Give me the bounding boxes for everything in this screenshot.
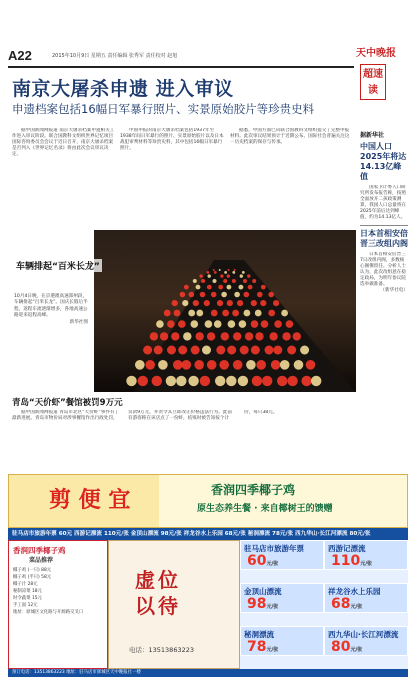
car-light — [201, 279, 205, 283]
car-light — [232, 271, 235, 274]
car-light — [227, 300, 233, 306]
travel-ad-cell — [240, 626, 324, 656]
ad-band — [8, 474, 408, 528]
car-light — [211, 292, 217, 298]
car-light — [217, 300, 223, 306]
car-light — [226, 376, 236, 386]
car-light — [246, 360, 256, 370]
car-light — [294, 360, 304, 370]
car-light — [207, 360, 217, 370]
travel-ad-price: 110元/张 — [331, 553, 373, 569]
lead-column-3 — [230, 128, 352, 224]
car-light — [271, 360, 281, 370]
vacant-ad-phone: 电话：13513863223 — [129, 646, 194, 654]
car-light — [227, 346, 236, 355]
car-light — [248, 285, 253, 290]
car-light — [273, 346, 282, 355]
menu-item: 手工面 12元 — [13, 603, 38, 608]
photo-headline-line1: 多地高速公路国庆假期 — [14, 247, 94, 256]
car-light — [287, 376, 297, 386]
car-light — [261, 285, 266, 290]
car-light — [218, 285, 223, 290]
travel-ad-name: 祥龙谷水上乐园 — [328, 587, 381, 596]
car-light — [182, 300, 188, 306]
car-light — [237, 300, 243, 306]
car-light — [180, 292, 186, 298]
car-light — [214, 271, 217, 274]
car-light — [233, 332, 241, 340]
travel-ad-price: 60元/张 — [247, 553, 279, 569]
edition-info: 2015年10月9日 星期五 责任编辑 张秀军 责任校对 赵旭 — [52, 53, 178, 59]
car-light — [274, 320, 282, 328]
car-light — [286, 320, 294, 328]
travel-ad-cell — [324, 583, 408, 613]
menu-item: 椰子鸡 (半只) 58元 — [13, 575, 52, 580]
car-light — [189, 292, 195, 298]
car-light — [158, 360, 168, 370]
travel-ad-unit: 元/张 — [350, 604, 363, 610]
photo-caption — [14, 294, 88, 326]
car-light — [245, 332, 253, 340]
car-light — [196, 310, 203, 317]
car-light — [240, 346, 249, 355]
car-light — [221, 292, 227, 298]
car-light — [199, 274, 202, 277]
car-light — [220, 274, 223, 277]
car-light — [156, 320, 164, 328]
car-light — [306, 360, 316, 370]
car-light — [202, 346, 211, 355]
car-light — [227, 285, 232, 290]
car-light — [191, 320, 199, 328]
car-light — [196, 332, 204, 340]
menu-item: 时令蔬菜 15元 — [13, 596, 42, 601]
car-light — [208, 274, 211, 277]
story2-text: 据中国新闻网报道 青岛市北区“天价虾”事件有了最新进展。青岛市物价局对涉事餐馆作出行政处罚，罚款9万元，并责令其立即改正价格违法行为。此前有游客称在该店点了一份虾，结账时被告知按个计价，每只38元。 — [12, 410, 278, 422]
travel-ad — [240, 540, 408, 669]
section-label: 超速读 — [360, 64, 386, 100]
car-light — [224, 271, 227, 274]
car-light — [228, 269, 230, 271]
car-light — [269, 332, 277, 340]
car-light — [152, 376, 162, 386]
coconut-ad-title: 香润四季椰子鸡 — [211, 483, 296, 497]
lead-text-3: 据悉，中国方面已向联合国教科文组织提交了完整申报材料。此次审议结果预计于近期公布。国际社会普遍关注这一历史档案的保存与传承。 — [230, 128, 350, 146]
sidebar-story1-title: 中国人口2025年将达14.13亿峰值 — [360, 142, 407, 181]
car-light — [244, 292, 250, 298]
sidebar-story1-text: 国家卫计委人口研究所发布报告称，按照全面放开二孩政策测算，我国人口总量将在2025年前后达到峰值，约为14.13亿人。 — [360, 185, 406, 221]
travel-ad-name: 西游记漂流 — [328, 544, 366, 553]
lead-text-1: 据中国新闻网报道 南京大屠杀档案申遗相关工作进入审议阶段。联合国教科文组织世界记忆项目国际咨询委员会会议于近日召开，南京大屠杀档案是否列入《世界记忆名录》将由此次会议审议决定。 — [12, 128, 115, 158]
car-light — [281, 310, 288, 317]
car-light — [233, 360, 243, 370]
car-light — [216, 346, 225, 355]
shop-ad-name: 剪 便 宜 — [49, 487, 131, 513]
travel-ad-price: 78元/张 — [247, 639, 279, 655]
car-light — [262, 376, 272, 386]
car-light — [188, 310, 195, 317]
car-light — [293, 332, 301, 340]
car-light — [301, 376, 311, 386]
travel-ad-cell — [240, 583, 324, 613]
car-light — [193, 300, 199, 306]
car-light — [160, 332, 168, 340]
car-light — [167, 346, 176, 355]
car-light — [247, 274, 250, 277]
car-light — [213, 279, 217, 283]
car-light — [167, 320, 175, 328]
car-light — [214, 320, 222, 328]
travel-ad-unit: 元/张 — [350, 647, 363, 653]
travel-ad-price: 98元/张 — [247, 596, 279, 612]
car-light — [204, 300, 210, 306]
story2-headline: 青岛“天价虾”餐馆被罚9万元 — [12, 398, 123, 408]
car-light — [145, 360, 155, 370]
sidebar-story2-text: 日本首相安倍晋三7日改组内阁，多数核心阁僚留任。分析人士认为，此次改组意在稳定政局，为明年参议院选举做准备。 — [360, 251, 406, 288]
car-light — [183, 332, 191, 340]
car-light — [164, 310, 171, 317]
newspaper-logo: 天中晚报 — [356, 48, 396, 59]
car-light — [232, 279, 236, 283]
sidebar-credit: （新华社电） — [380, 288, 408, 294]
car-light — [242, 271, 245, 274]
car-light — [200, 292, 206, 298]
menu-ad-subtitle: 菜品推荐 — [29, 557, 54, 564]
page-number: A22 — [8, 48, 32, 63]
car-light — [213, 269, 215, 271]
menu-item: 秘制凉菜 18元 — [13, 589, 42, 594]
travel-ad-cell — [324, 540, 408, 570]
header-rule — [8, 66, 354, 68]
vacant-ad — [108, 540, 240, 669]
travel-ad-name: 秘洞漂流 — [244, 630, 274, 639]
car-light — [178, 346, 187, 355]
car-light — [268, 310, 275, 317]
car-light — [273, 300, 279, 306]
car-light — [300, 346, 309, 355]
vacant-ad-text — [135, 567, 181, 619]
lead-text-2: 中国申报的南京大屠杀档案包括1937年至1938年间日军暴行的照片、实景原始胶片以及日本战犯审判材料等珍贵史料，其中包括16幅日军暴行照片。 — [120, 128, 224, 152]
car-light — [200, 376, 210, 386]
car-light — [173, 360, 183, 370]
car-light — [166, 376, 176, 386]
lead-headline: 南京大屠杀申遗 进入审议 — [12, 78, 234, 100]
car-light — [256, 360, 266, 370]
sidebar-story2-body — [360, 252, 408, 295]
car-light — [221, 332, 229, 340]
car-light — [252, 376, 262, 386]
car-light — [277, 376, 287, 386]
car-light — [268, 292, 274, 298]
car-light — [223, 279, 227, 283]
car-light — [172, 300, 178, 306]
traffic-photo — [94, 230, 356, 392]
car-light — [232, 310, 239, 317]
car-light — [174, 310, 181, 317]
car-light — [184, 285, 189, 290]
travel-ad-price: 80元/张 — [331, 639, 363, 655]
car-light — [261, 320, 269, 328]
lead-subheadline: 申遗档案包括16幅日军暴行照片、实景原始胶片等珍贵史料 — [12, 102, 315, 116]
vacant-ad-line2: 以待 — [135, 594, 181, 618]
travel-ad-price: 68元/张 — [331, 596, 363, 612]
car-light — [228, 320, 236, 328]
car-light — [251, 320, 259, 328]
menu-item: 地址：驿城区文化路与开源路交叉口 — [13, 610, 84, 615]
car-light — [211, 310, 218, 317]
car-light — [239, 285, 244, 290]
travel-ad-name: 驻马店市旅游年票 — [244, 544, 304, 553]
car-light — [194, 360, 204, 370]
lead-column-1 — [12, 128, 116, 224]
car-light — [251, 300, 257, 306]
car-light — [178, 320, 186, 328]
menu-ad — [8, 540, 108, 669]
car-light — [206, 271, 209, 274]
photo-headline-line2: 车辆排起“百米长龙” — [14, 259, 102, 272]
coconut-ad-slogan: 原生态养生餐 · 来自椰树王的馈赠 — [197, 504, 333, 514]
car-light — [171, 332, 179, 340]
car-light — [251, 346, 260, 355]
car-light — [138, 376, 148, 386]
car-light — [280, 360, 290, 370]
car-light — [135, 360, 145, 370]
coconut-ad — [159, 475, 407, 527]
car-light — [244, 310, 251, 317]
ad-lower — [8, 540, 408, 669]
travel-ad-unit: 元/张 — [266, 561, 279, 567]
car-light — [227, 274, 230, 277]
ad-footer: 预订电话：13513863223 地址：驻马店市驿城区天中晚报社一楼 — [8, 669, 408, 677]
car-light — [182, 360, 192, 370]
car-light — [255, 310, 262, 317]
travel-ad-unit: 元/张 — [266, 604, 279, 610]
car-light — [265, 346, 274, 355]
photo-credit: 新华社图 — [69, 319, 88, 325]
car-light — [207, 332, 215, 340]
vacant-ad-line1: 虚位 — [135, 568, 181, 592]
lead-column-2 — [120, 128, 224, 224]
car-light — [252, 279, 256, 283]
car-light — [255, 332, 263, 340]
travel-ad-cell — [324, 626, 408, 656]
sidebar-story1-body — [360, 185, 408, 222]
sidebar — [360, 132, 408, 294]
car-light — [257, 292, 263, 298]
car-light — [287, 346, 296, 355]
travel-ad-unit: 元/张 — [266, 647, 279, 653]
car-light — [143, 346, 152, 355]
car-light — [207, 285, 212, 290]
shop-ad — [9, 475, 159, 527]
car-light — [240, 274, 243, 277]
car-light — [215, 376, 225, 386]
car-light — [193, 279, 197, 283]
car-light — [191, 346, 200, 355]
car-light — [239, 320, 247, 328]
car-light — [205, 320, 213, 328]
ad-strip: 驻马店市旅游年票 60元 西游记漂流 110元/张 金顶山漂流 98元/张 祥龙谷水上乐园 68元/张 秘洞漂流 78元/张 西九华山·长江河漂流 80元/张 — [8, 528, 408, 540]
car-light — [243, 279, 247, 283]
travel-ad-unit: 元/张 — [360, 561, 373, 567]
menu-ad-list — [13, 567, 105, 616]
car-light — [234, 269, 236, 271]
car-light — [238, 376, 248, 386]
car-light — [222, 310, 229, 317]
car-light — [260, 300, 266, 306]
car-light — [196, 285, 201, 290]
sidebar-divider — [360, 225, 408, 226]
car-light — [126, 376, 136, 386]
menu-ad-title: 香润四季椰子鸡 — [13, 546, 66, 555]
sidebar-story2-title: 日本首相安倍晋三改组内阁 — [360, 228, 408, 248]
story2-body — [12, 410, 352, 468]
menu-item: 椰子鸡 (一只) 88元 — [13, 568, 52, 573]
travel-ad-name: 金顶山漂流 — [244, 587, 282, 596]
traffic-photo-image — [94, 230, 356, 392]
menu-item: 椰子汁 28元 — [13, 582, 38, 587]
car-light — [234, 292, 240, 298]
car-light — [219, 360, 229, 370]
car-light — [311, 376, 321, 386]
travel-ad-name: 西九华山·长江河漂流 — [328, 630, 399, 639]
car-light — [176, 376, 186, 386]
travel-ad-cell — [240, 540, 324, 570]
car-light — [188, 376, 198, 386]
car-light — [150, 332, 158, 340]
car-light — [282, 332, 290, 340]
car-light — [219, 269, 221, 271]
photo-caption-text: 10月4日晚，在京港澳高速郑州段，车辆排起“百米长龙”。国庆长假后半程，返程车流逐渐增多，各地高速公路迎来返程高峰。 — [14, 294, 88, 319]
sidebar-source: 据新华社 — [360, 132, 385, 139]
car-light — [154, 346, 163, 355]
